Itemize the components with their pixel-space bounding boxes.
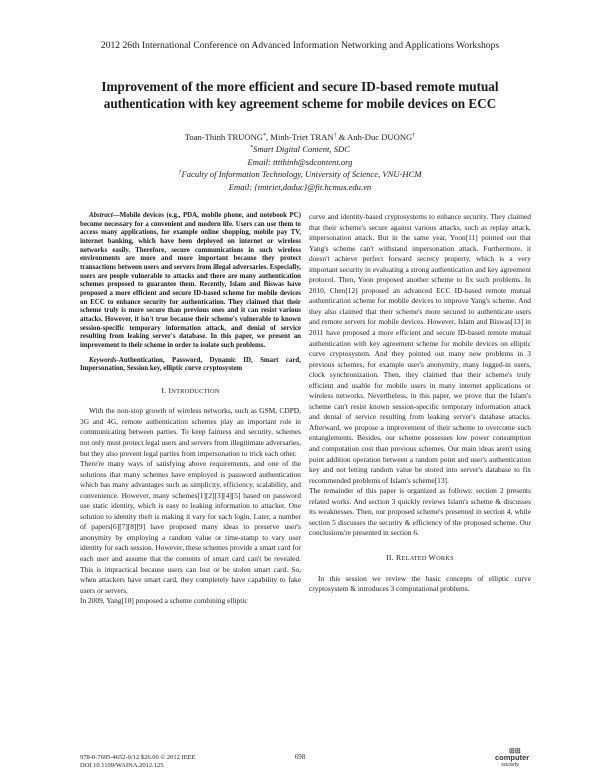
author-block xyxy=(0,131,600,193)
computer-society-icon: ⊞⊞ xyxy=(509,748,521,755)
conference-header: 2012 26th International Conference on Advanced Information Networking and Applications Workshops xyxy=(100,40,500,51)
keywords-lead: Keywords- xyxy=(89,356,119,364)
page-number: 698 xyxy=(294,754,306,761)
paragraph: curve and identity-based cryptosystems to enhance security. They claimed that their scheme's secure against various attacks, such as replay attack, impersonation attack. But in the same year, Yoon[11] pointed out that Yang's scheme can't withstand impersonation attack. Furthermore, it doesn't achieve perfect forward secrecy property, which is a very important security in evaluating a strong authentication and key agreement protocol. Then, Yoon proposed another scheme to fix such problems. In 2010, Chen[12] proposed an advanced ECC ID-based remote mutual authentication scheme for mobile devices to improve Yang's scheme. And they also claimed that their scheme's more secured to authenticate users and remote servers for mobile devices. However, Islam and Biswas[13] in 2011 have proposed a more efficient and secure ID-based remote mutual authentication with key agreement scheme for mobile devices on elliptic curve cryptosystem. And they pointed out many new problems in 3 previous schemes, for example user's anonymity, many logged-in users, clock synchronization. Then, they claimed that their scheme's truly efficient and usable for mobile users in many internet applications or wireless networks. Nevertheless, in this paper, we prove that the Islam's scheme can't resist known session-specific temporary information attack and denial of service resulting from leaking server's database attacks. Afterward, we propose a improvement of their scheme to overcome such entanglements. Besides, our scheme possesses low power consumption and computation cost than previous schemes. Our main ideas aren't using point addition operation between a random point and user's authentication key and not letting random value be stored into server's database to fix recommended problems of Islam's scheme[13]. xyxy=(309,212,531,485)
paper-title xyxy=(60,78,540,112)
logo-word-computer: computer xyxy=(495,753,530,762)
paragraph: In this session we review the basic concepts of elliptic curve cryptosystem & introduces 3 computational problems. xyxy=(309,573,531,594)
author-names: Toan-Thinh TRUONG*, Minh-Triet TRAN† & Anh-Duc DUONG† xyxy=(184,132,416,142)
paragraph: There're many ways of satisfying above requirements, and one of the solutions that many schemes have employed is password authentication which has many advantages such as simplicity, efficiency, scalability, and convenience. However, many schemes[1][2][3][4][5] based on password use static identity, which is easy to leaking information to attacker. One solution to identity theft is making it vary for each login. Later, a number of papers[6][7][8][9] have proposed many ideas to preserve user's anonymity by employing a random value or time-stamp to vary user identity for each session. However, these schemes provide a smart card for each user and assume that the contents of smart card can't be revealed. This is impractical because users can lost or be stolen smart card. So, when attackers have smart card, they completely have capability to fake users or servers. xyxy=(80,459,301,595)
paragraph: In 2009, Yang[10] proposed a scheme combining elliptic xyxy=(80,596,248,606)
left-column xyxy=(80,212,301,607)
title-line-1: Improvement of the more efficient and secure ID-based remote mutual xyxy=(101,79,499,94)
email-2: Email: {tmtriet,daduc}@fit.hcmus.edu.vn xyxy=(228,181,372,192)
isbn-line: 978-0-7695-4652-0/12 $26.00 © 2012 IEEE xyxy=(80,754,196,761)
computer-society-logo xyxy=(487,747,535,771)
affiliation-1: *Smart Digital Content, SDC xyxy=(250,144,350,155)
abstract xyxy=(80,212,301,374)
logo-word-society: society xyxy=(501,762,520,768)
keywords: Authentication, Password, Dynamic ID, Smart card, Impersonation, Session key, elliptic curve cryptosystem xyxy=(80,356,301,373)
section-heading-introduction: I. INTRODUCTION xyxy=(161,385,220,395)
email-1: Email: tttthinh@sdcontent.org xyxy=(247,156,353,167)
section-heading-related-works: II. RELATED WORKS xyxy=(386,552,454,562)
paragraph: The remainder of this paper is organized as follows: section 2 presents related works. And section 3 quickly reviews Islam's scheme & discusses its weaknesses. Then, our proposed scheme's presented in section 4, while section 5 discusses the security & efficiency of the proposed scheme. Our conclusions're presented in section 6. xyxy=(309,486,531,538)
doi-line: DOI 10.1109/WAINA.2012.125 xyxy=(80,762,164,770)
abstract-body: —Mobile devices (e.g., PDA, mobile phone, and notebook PC) become necessary for a convenient and modern life. Users can use them to access many applications, for example online shopping, mobile pay TV, internet banking, which have been deployed on internet or wireless networks easily. Therefore, secure communications in such wireless environments are more and more important because they protect transactions between users and servers from illegal adversaries. Especially, users are people vulnerable to attacks and there are many authentication schemes proposed to guarantee them. Recently, Islam and Biswas have proposed a more efficient and secure ID-based scheme for mobile devices on ECC to enhance security for authentication. They claimed that their scheme truly is more secure than previous ones and it can resist various attacks. However, it isn't true because their scheme's vulnerable to known session-specific temporary information attack, and denial of service resulting from leaking server's database. In this paper, we present an improvement to their scheme in order to isolate such problems. xyxy=(80,212,301,349)
title-line-2: authentication with key agreement scheme for mobile devices on ECC xyxy=(103,96,497,111)
abstract-lead: Abstract xyxy=(89,212,113,219)
right-column xyxy=(309,212,531,595)
affiliation-2: †Faculty of Information Technology, University of Science, VNU-HCM xyxy=(178,169,422,180)
paragraph: With the non-stop growth of wireless networks, such as GSM, CDPD, 3G and 4G, remote authentication schemes play an important role in communicating between parties. To keep fairness and security, schemes not only must protect legal users and servers from illegitimate adversaries, but they also prevent legal parties from impersonation to trick each other. xyxy=(80,406,301,458)
